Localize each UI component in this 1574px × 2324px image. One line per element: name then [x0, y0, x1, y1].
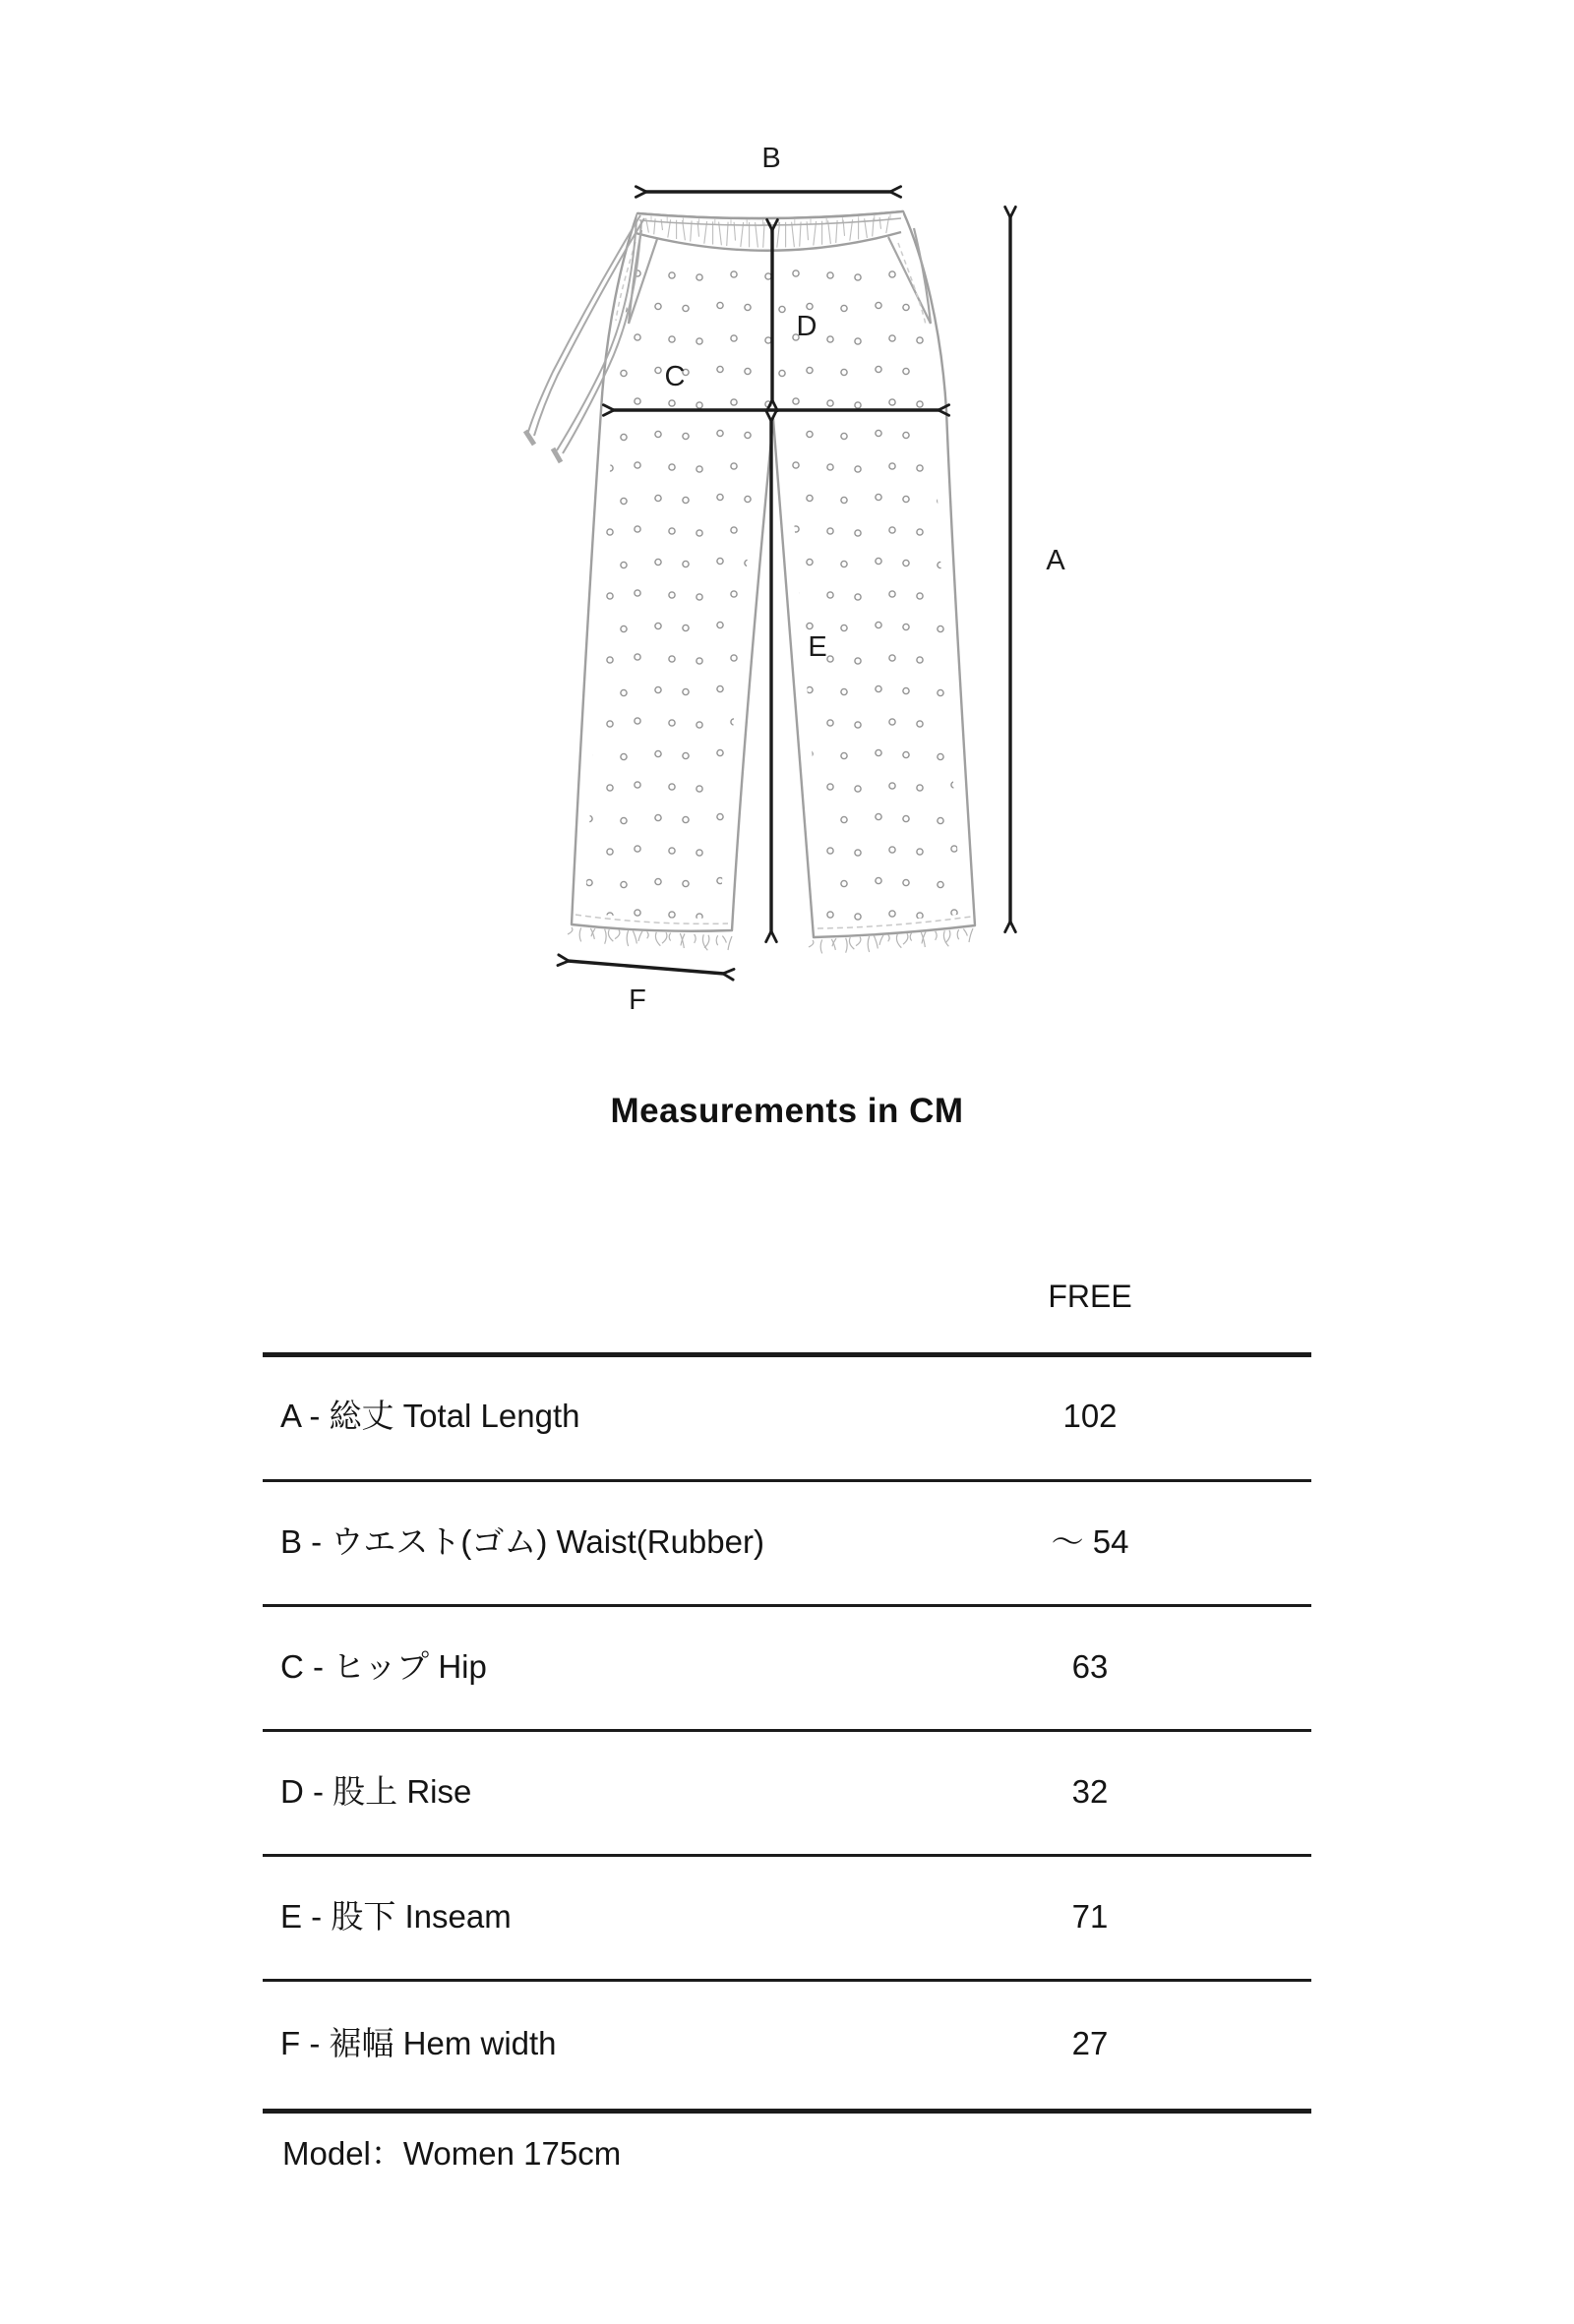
fabric-dot — [635, 718, 640, 724]
table-row-value: ～ 54 — [1051, 1523, 1129, 1560]
fabric-dot — [903, 687, 909, 693]
fabric-dot — [717, 302, 723, 308]
table-rule — [263, 1979, 1311, 1982]
fabric-dot — [876, 430, 881, 436]
fabric-dot — [903, 432, 909, 438]
fabric-dot — [669, 400, 675, 406]
fabric-dot — [731, 591, 737, 597]
fabric-dot — [655, 303, 661, 309]
fabric-dot — [683, 305, 689, 311]
fabric-dot — [903, 560, 909, 566]
fabric-dot — [986, 400, 992, 406]
table-row-value: 63 — [1071, 1648, 1109, 1685]
fabric-dot — [669, 464, 675, 470]
fabric-dot — [855, 722, 861, 728]
table-row-label: D - 股上 Rise — [280, 1773, 472, 1810]
fabric-dot — [683, 561, 689, 566]
fabric-dot — [986, 848, 992, 854]
fabric-dot — [717, 685, 723, 691]
fabric-dot — [965, 303, 971, 309]
fabric-dot — [986, 720, 992, 726]
fabric-dot — [607, 785, 613, 791]
table-row-value: 32 — [1071, 1773, 1109, 1810]
table-row-label: A - 総丈 Total Length — [280, 1398, 580, 1434]
fabric-dot — [696, 466, 702, 472]
fabric-dot — [655, 367, 661, 373]
fabric-dot — [696, 274, 702, 280]
fabric-dot — [635, 590, 640, 596]
fabric-dot — [683, 816, 689, 822]
fabric-dot — [827, 784, 833, 790]
waistband — [636, 211, 903, 251]
fabric-dot — [903, 879, 909, 885]
fabric-dot — [669, 528, 675, 534]
fabric-dot — [765, 337, 771, 343]
fabric-dot — [855, 338, 861, 344]
fabric-dot — [635, 782, 640, 788]
fabric-dot — [621, 817, 627, 823]
label-c: C — [664, 361, 686, 392]
table-rule — [263, 1729, 1311, 1732]
fabric-dot — [607, 849, 613, 855]
fabric-dot — [655, 750, 661, 756]
fabric-dot — [683, 688, 689, 694]
fabric-dot — [876, 685, 881, 691]
fabric-dot — [841, 880, 847, 886]
fabric-dot — [621, 434, 627, 440]
fabric-dot — [683, 625, 689, 630]
fabric-dot — [938, 817, 943, 823]
fabric-dot — [779, 370, 785, 376]
fabric-dot — [655, 623, 661, 628]
fabric-dot — [855, 594, 861, 600]
fabric-dot — [669, 336, 675, 342]
fabric-dot — [779, 753, 785, 759]
fabric-dot — [827, 400, 833, 406]
model-info: Model：Women 175cm — [282, 2135, 622, 2172]
fabric-dot — [655, 431, 661, 437]
fabric-dot — [765, 401, 771, 407]
fabric-dot — [573, 527, 578, 533]
fabric-dot — [827, 528, 833, 534]
fabric-dot — [635, 462, 640, 468]
fabric-dot — [621, 753, 627, 759]
fabric-dot — [965, 431, 971, 437]
table-rule — [263, 1479, 1311, 1482]
fabric-dot — [745, 368, 751, 374]
fabric-dot — [621, 626, 627, 631]
fabric-dot — [876, 749, 881, 755]
fabric-dot — [793, 270, 799, 276]
fabric-dot — [717, 749, 723, 755]
fabric-dot — [917, 529, 923, 535]
fabric-dot — [779, 817, 785, 823]
fabric-dot — [635, 654, 640, 660]
fabric-dot — [917, 657, 923, 663]
fabric-dot — [586, 879, 592, 885]
fabric-dot — [807, 495, 813, 501]
fabric-dot — [573, 271, 578, 277]
fabric-dot — [607, 657, 613, 663]
fabric-dot — [807, 303, 813, 309]
fabric-dot — [683, 497, 689, 503]
table-rule — [263, 1604, 1311, 1607]
fabric-dot — [621, 370, 627, 376]
fabric-dot — [938, 753, 943, 759]
fabric-dot — [827, 464, 833, 470]
label-f: F — [629, 984, 646, 1016]
fabric-dot — [807, 431, 813, 437]
fabric-dot — [655, 686, 661, 692]
fabric-dot — [889, 719, 895, 725]
fabric-dot — [855, 402, 861, 408]
size-column-header: FREE — [1048, 1279, 1132, 1314]
fabric-dot — [635, 846, 640, 852]
fabric-dot — [696, 594, 702, 600]
fabric-dot — [917, 721, 923, 727]
fabric-dot — [903, 815, 909, 821]
fabric-dot — [986, 656, 992, 662]
label-d: D — [796, 311, 817, 342]
fabric-dot — [731, 463, 737, 469]
fabric-dot — [889, 527, 895, 533]
fabric-dot — [669, 720, 675, 726]
fabric-dot — [793, 910, 799, 916]
fabric-dot — [827, 912, 833, 918]
fabric-dot — [655, 878, 661, 884]
pants-technical-drawing — [0, 0, 1574, 1161]
fabric-dot — [917, 785, 923, 791]
fabric-dot — [607, 529, 613, 535]
fabric-dot — [876, 622, 881, 627]
fabric-dot — [807, 623, 813, 628]
fabric-dot — [731, 335, 737, 341]
fabric-dot — [827, 848, 833, 854]
label-a: A — [1046, 545, 1065, 576]
fabric-dot — [669, 912, 675, 918]
fabric-dot — [621, 562, 627, 567]
fabric-dot — [573, 463, 578, 469]
fabric-dot — [841, 305, 847, 311]
fabric-dot — [669, 848, 675, 854]
fabric-dot — [876, 558, 881, 564]
fabric-dot — [889, 463, 895, 469]
fabric-dot — [669, 272, 675, 278]
fabric-dot — [683, 433, 689, 439]
fabric-dot — [827, 592, 833, 598]
fabric-dot — [827, 656, 833, 662]
fabric-dot — [889, 783, 895, 789]
fabric-dot — [986, 464, 992, 470]
fabric-dot — [876, 813, 881, 819]
label-b: B — [761, 143, 781, 174]
fabric-dot — [669, 656, 675, 662]
fabric-dot — [841, 816, 847, 822]
fabric-dot — [635, 526, 640, 532]
fabric-dot — [635, 334, 640, 340]
fabric-dot — [951, 270, 957, 276]
fabric-dot — [917, 593, 923, 599]
fabric-dot — [655, 495, 661, 501]
table-rule — [263, 1854, 1311, 1857]
fabric-dot — [841, 497, 847, 503]
fabric-dot — [841, 688, 847, 694]
fabric-dot — [841, 625, 847, 630]
fabric-dot — [683, 880, 689, 886]
fabric-dot — [793, 462, 799, 468]
fabric-dot — [621, 881, 627, 887]
fabric-dot — [903, 751, 909, 757]
fabric-dot — [917, 913, 923, 919]
fabric-dot — [717, 494, 723, 500]
fabric-dot — [779, 306, 785, 312]
fabric-dot — [903, 496, 909, 502]
fabric-dot — [903, 304, 909, 310]
fabric-dot — [717, 558, 723, 564]
fabric-dot — [841, 369, 847, 375]
fabric-dot — [986, 592, 992, 598]
fabric-dot — [951, 846, 957, 852]
fabric-dot — [827, 336, 833, 342]
fabric-dot — [827, 720, 833, 726]
fabric-dot — [917, 465, 923, 471]
table-row-value: 102 — [1062, 1398, 1118, 1434]
fabric-dot — [717, 622, 723, 627]
fabric-dot — [827, 272, 833, 278]
fabric-dot — [986, 528, 992, 534]
fabric-dot — [635, 398, 640, 404]
fabric-dot — [621, 498, 627, 504]
fabric-dot — [841, 752, 847, 758]
fabric-dot — [889, 847, 895, 853]
fabric-dot — [889, 655, 895, 661]
fabric-dot — [876, 302, 881, 308]
fabric-dot — [807, 367, 813, 373]
table-row-value: 27 — [1071, 2025, 1109, 2061]
fabric-dot — [855, 850, 861, 856]
measurements-title: Measurements in CM — [610, 1092, 964, 1130]
fabric-dot — [876, 877, 881, 883]
fabric-dot — [696, 722, 702, 728]
fabric-dot — [855, 658, 861, 664]
fabric-dot — [669, 592, 675, 598]
fabric-dot — [903, 624, 909, 629]
fabric-dot — [683, 752, 689, 758]
fabric-dot — [855, 786, 861, 792]
fabric-dot — [717, 366, 723, 372]
fabric-dot — [696, 850, 702, 856]
fabric-dot — [607, 593, 613, 599]
fabric-dot — [717, 813, 723, 819]
fabric-dot — [903, 368, 909, 374]
fabric-dot — [889, 271, 895, 277]
fabric-dot — [986, 272, 992, 278]
fabric-dot — [696, 786, 702, 792]
fabric-dot — [696, 530, 702, 536]
fabric-dot — [717, 430, 723, 436]
fabric-dot — [841, 433, 847, 439]
fabric-dot — [745, 432, 751, 438]
fabric-dot — [876, 366, 881, 372]
fabric-dot — [779, 881, 785, 887]
table-row-label: E - 股下 Inseam — [280, 1898, 512, 1935]
fabric-dot — [855, 466, 861, 472]
fabric-dot — [917, 337, 923, 343]
table-rule — [263, 2109, 1311, 2114]
fabric-dot — [621, 689, 627, 695]
fabric-dot — [635, 910, 640, 916]
fabric-dot — [889, 591, 895, 597]
table-rule — [263, 1352, 1311, 1357]
fabric-dot — [573, 399, 578, 405]
fabric-dot — [607, 721, 613, 727]
table-row-label: C - ヒップ Hip — [280, 1648, 487, 1685]
fabric-dot — [731, 527, 737, 533]
fabric-dot — [793, 398, 799, 404]
fabric-dot — [855, 914, 861, 920]
fabric-dot — [889, 911, 895, 917]
fabric-dot — [855, 530, 861, 536]
fabric-dot — [669, 784, 675, 790]
fabric-dot — [745, 496, 751, 502]
fabric-dot — [696, 402, 702, 408]
fabric-dot — [731, 399, 737, 405]
fabric-dot — [807, 686, 813, 692]
fabric-dot — [696, 338, 702, 344]
fabric-dot — [938, 626, 943, 631]
fabric-dot — [876, 494, 881, 500]
arrow-f-hem-width — [568, 961, 724, 974]
table-row-label: F - 裾幅 Hem width — [280, 2025, 557, 2061]
fabric-dot — [889, 335, 895, 341]
fabric-dot — [696, 658, 702, 664]
fabric-dot — [917, 849, 923, 855]
fabric-dot — [841, 561, 847, 566]
fabric-dot — [745, 304, 751, 310]
fabric-dot — [917, 401, 923, 407]
fabric-dot — [965, 495, 971, 501]
table-row-label: B - ウエスト(ゴム) Waist(Rubber) — [280, 1523, 764, 1560]
fabric-dot — [938, 689, 943, 695]
fabric-dot — [765, 273, 771, 279]
fabric-dot — [731, 271, 737, 277]
fabric-dot — [807, 559, 813, 565]
fabric-dot — [951, 334, 957, 340]
fabric-dot — [986, 336, 992, 342]
fabric-dot — [855, 274, 861, 280]
table-row-value: 71 — [1071, 1898, 1109, 1935]
fabric-dot — [965, 367, 971, 373]
fabric-dot — [938, 881, 943, 887]
fabric-dot — [986, 784, 992, 790]
fabric-dot — [655, 814, 661, 820]
fabric-dot — [889, 399, 895, 405]
fabric-dot — [731, 655, 737, 661]
fabric-dot — [655, 559, 661, 565]
label-e: E — [808, 631, 827, 663]
